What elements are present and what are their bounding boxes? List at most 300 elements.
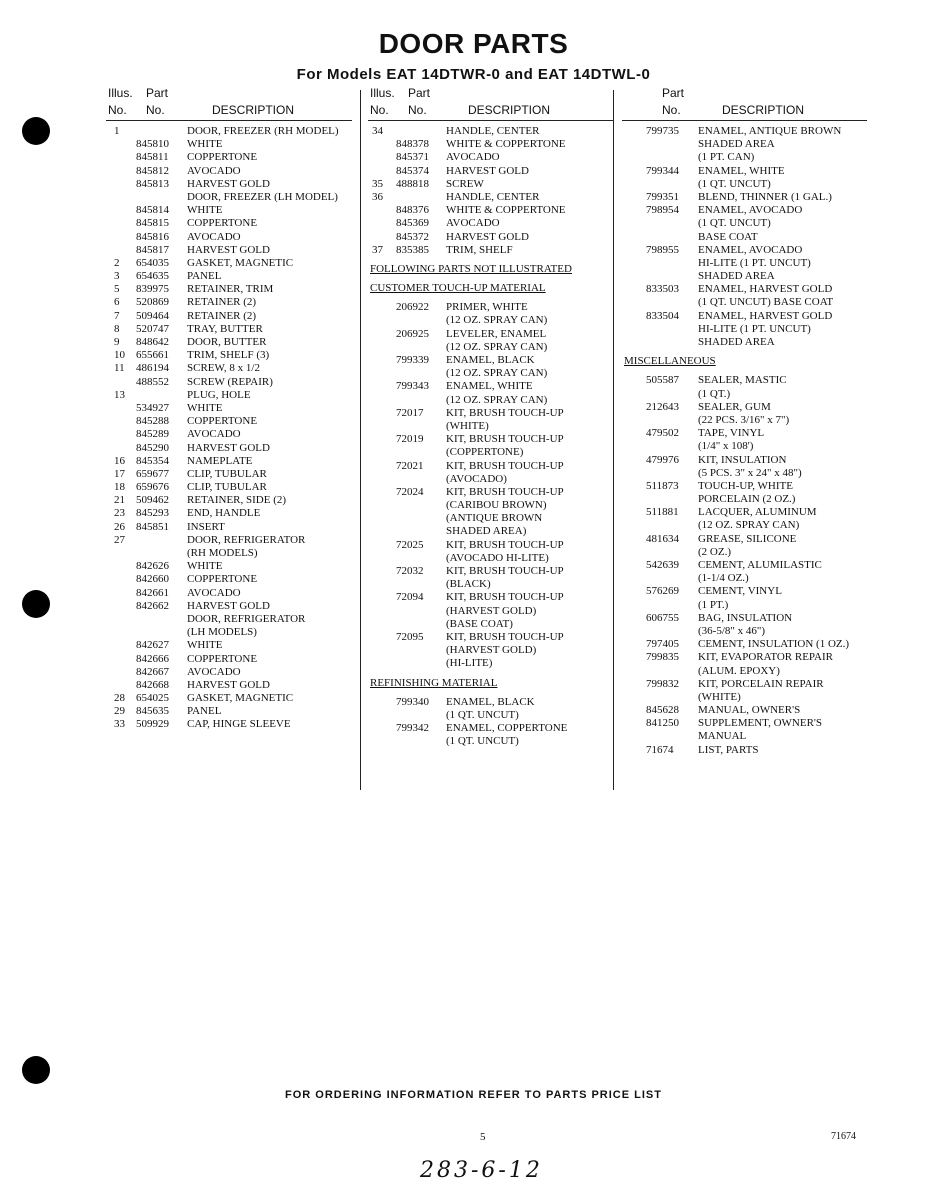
part-row [106, 283, 352, 296]
part-number: 845811 [136, 151, 169, 164]
part-row [106, 296, 352, 309]
part-row [106, 718, 352, 731]
part-description: (WHITE) [446, 419, 489, 432]
part-description: MANUAL, OWNER'S [698, 704, 801, 717]
parts-list [368, 121, 614, 748]
part-description: AVOCADO [187, 164, 241, 177]
part-description: (1-1/4 OZ.) [698, 572, 749, 585]
part-row [622, 612, 867, 625]
part-number: 842668 [136, 678, 169, 691]
part-description: (1 QT. UNCUT) [698, 217, 771, 230]
part-description: PRIMER, WHITE [446, 301, 528, 314]
part-description: (1 PT.) [698, 598, 729, 611]
part-description: KIT, BRUSH TOUCH-UP [446, 630, 564, 643]
part-number: 845812 [136, 164, 169, 177]
part-row [622, 585, 867, 598]
part-row [106, 679, 352, 692]
part-row [622, 401, 867, 414]
binder-hole-top [22, 117, 50, 145]
column-header [368, 84, 614, 121]
column-header [622, 84, 867, 121]
part-number: 212643 [646, 400, 679, 413]
handwritten-note: 283-6-12 [420, 1158, 543, 1183]
illus-number: 33 [114, 718, 125, 731]
part-number: 841250 [646, 717, 679, 730]
part-number: 833504 [646, 309, 679, 322]
part-row [622, 151, 867, 164]
header-part-no: No. [146, 103, 165, 117]
header-part-no: No. [662, 103, 681, 117]
part-number: 842662 [136, 599, 169, 612]
part-number: 655661 [136, 349, 169, 362]
part-number: 72019 [396, 433, 424, 446]
part-description: (COPPERTONE) [446, 446, 524, 459]
part-number: 659677 [136, 467, 169, 480]
part-row [622, 717, 867, 730]
part-row [368, 151, 614, 164]
illus-number: 7 [114, 309, 120, 322]
part-row [106, 349, 352, 362]
part-description: RETAINER, TRIM [187, 283, 274, 296]
part-row [622, 191, 867, 204]
part-description: (36-5/8" x 46") [698, 624, 766, 637]
part-number: 845293 [136, 507, 169, 520]
part-description: (HARVEST GOLD) [446, 604, 537, 617]
header-part: Part [146, 86, 169, 100]
part-row [622, 730, 867, 743]
part-number: 845810 [136, 138, 169, 151]
part-row [622, 665, 867, 678]
part-row [368, 244, 614, 257]
part-row [106, 231, 352, 244]
part-number: 845372 [396, 230, 429, 243]
part-description: (BASE COAT) [446, 617, 513, 630]
part-description: HI-LITE (1 PT. UNCUT) [698, 256, 811, 269]
illus-number: 34 [372, 125, 383, 137]
part-description: (LH MODELS) [187, 626, 257, 639]
part-row [622, 691, 867, 704]
part-description: WHITE [187, 401, 223, 414]
part-row [368, 644, 614, 657]
parts-column-1 [106, 84, 352, 732]
part-row [622, 231, 867, 244]
part-description: HARVEST GOLD [187, 678, 270, 691]
part-row [368, 420, 614, 433]
section-heading-text: CUSTOMER TOUCH-UP MATERIAL [370, 282, 546, 295]
part-number: 845815 [136, 217, 169, 230]
part-row [106, 639, 352, 652]
part-row [106, 653, 352, 666]
part-number: 206922 [396, 301, 429, 314]
header-description: DESCRIPTION [212, 103, 295, 117]
part-description: SEALER, MASTIC [698, 374, 787, 387]
illus-number: 27 [114, 533, 125, 546]
part-row [622, 533, 867, 546]
illus-number: 28 [114, 692, 125, 705]
part-description: COPPERTONE [187, 151, 258, 164]
part-description: PANEL [187, 270, 222, 283]
part-description: (AVOCADO) [446, 472, 507, 485]
part-number: 542639 [646, 559, 679, 571]
part-description: LEVELER, ENAMEL [446, 327, 547, 340]
part-description: (12 OZ. SPRAY CAN) [446, 340, 548, 353]
part-description: ENAMEL, WHITE [446, 380, 533, 393]
part-description: DOOR, REFRIGERATOR [187, 612, 306, 625]
part-description: HI-LITE (1 PT. UNCUT) [698, 322, 811, 335]
part-description: SEALER, GUM [698, 400, 771, 413]
part-row [106, 534, 352, 547]
part-number: 845813 [136, 177, 169, 190]
part-description: (22 PCS. 3/16" x 7") [698, 413, 790, 426]
part-row [368, 512, 614, 525]
part-description: WHITE [187, 560, 223, 573]
part-number: 799344 [646, 164, 679, 177]
part-row [106, 587, 352, 600]
part-description: SCREW [446, 177, 484, 190]
part-number: 72017 [396, 406, 424, 419]
part-row [106, 244, 352, 257]
part-description: HARVEST GOLD [187, 243, 270, 256]
part-row [106, 666, 352, 679]
ordering-footer: FOR ORDERING INFORMATION REFER TO PARTS PRICE LIST [285, 1089, 662, 1101]
part-row [106, 270, 352, 283]
part-number: 576269 [646, 585, 679, 598]
part-number: 798954 [646, 204, 679, 217]
part-row [106, 204, 352, 217]
part-description: INSERT [187, 520, 225, 533]
part-number: 845290 [136, 441, 169, 454]
part-description: PANEL [187, 705, 222, 718]
part-description: KIT, EVAPORATOR REPAIR [698, 651, 833, 664]
part-description: CAP, HINGE SLEEVE [187, 718, 291, 731]
part-number: 799339 [396, 354, 429, 366]
part-number: 842667 [136, 665, 169, 678]
part-row [106, 455, 352, 468]
part-description: (12 OZ. SPRAY CAN) [446, 393, 548, 406]
part-row [622, 244, 867, 257]
part-row [368, 125, 614, 138]
part-number: 72025 [396, 538, 424, 551]
part-row [622, 427, 867, 440]
part-description: (12 OZ. SPRAY CAN) [446, 314, 548, 327]
part-number: 486194 [136, 362, 169, 375]
parts-list [622, 121, 867, 757]
illus-number: 26 [114, 520, 125, 533]
part-description: KIT, BRUSH TOUCH-UP [446, 538, 564, 551]
part-row [368, 341, 614, 354]
part-row [368, 165, 614, 178]
part-description: WHITE [187, 639, 223, 652]
part-number: 835385 [396, 243, 429, 256]
part-number: 845816 [136, 230, 169, 243]
part-description: (12 OZ. SPRAY CAN) [698, 519, 800, 532]
part-row [622, 599, 867, 612]
part-row [368, 657, 614, 670]
part-row [368, 138, 614, 151]
header-part-no: No. [408, 103, 427, 117]
part-row [368, 605, 614, 618]
part-number: 511881 [646, 506, 679, 519]
part-description: (WHITE) [698, 690, 741, 703]
part-row [368, 696, 614, 709]
part-description: BASE COAT [698, 230, 758, 243]
part-description: BAG, INSULATION [698, 611, 793, 624]
binder-hole-bottom [22, 1056, 50, 1084]
part-description: SUPPLEMENT, OWNER'S [698, 717, 823, 730]
part-row [622, 165, 867, 178]
part-row [622, 374, 867, 387]
part-description: CEMENT, ALUMILASTIC [698, 559, 822, 571]
part-row [622, 440, 867, 453]
illus-number: 11 [114, 362, 125, 375]
illus-number: 1 [114, 125, 120, 137]
part-number: 479502 [646, 427, 679, 440]
part-row [368, 735, 614, 748]
part-description: COPPERTONE [187, 573, 258, 586]
part-description: HARVEST GOLD [446, 164, 529, 177]
part-row [106, 402, 352, 415]
section-heading [368, 263, 614, 276]
part-row [622, 138, 867, 151]
section-heading-text: REFINISHING MATERIAL [370, 676, 498, 689]
part-number: 520747 [136, 322, 169, 335]
part-row [106, 521, 352, 534]
part-number: 797405 [646, 638, 679, 651]
part-row [368, 328, 614, 341]
part-number: 848642 [136, 336, 169, 348]
part-description: SHADED AREA [698, 138, 775, 151]
part-number: 845851 [136, 520, 169, 533]
part-row [106, 165, 352, 178]
part-row [622, 480, 867, 493]
part-description: (1/4" x 108') [698, 440, 754, 453]
section-heading-text: FOLLOWING PARTS NOT ILLUSTRATED [370, 262, 572, 275]
part-number: 206925 [396, 327, 429, 340]
part-number: 799343 [396, 380, 429, 393]
header-description: DESCRIPTION [722, 103, 805, 117]
part-number: 842627 [136, 639, 169, 652]
part-description: COPPERTONE [187, 217, 258, 230]
header-illus-no: No. [370, 103, 389, 117]
part-number: 799351 [646, 190, 679, 203]
part-description: (HI-LITE) [446, 657, 493, 670]
part-number: 71674 [646, 743, 674, 756]
part-description: KIT, BRUSH TOUCH-UP [446, 433, 564, 446]
part-number: 799832 [646, 677, 679, 690]
part-number: 839975 [136, 283, 169, 296]
illus-number: 10 [114, 349, 125, 362]
part-description: ENAMEL, WHITE [698, 164, 785, 177]
document-number: 71674 [831, 1131, 856, 1142]
part-description: (1 PT. CAN) [698, 151, 755, 164]
part-row [106, 376, 352, 389]
part-description: SCREW, 8 x 1/2 [187, 362, 260, 375]
part-description: AVOCADO [187, 428, 241, 441]
part-row [622, 744, 867, 757]
part-description: CLIP, TUBULAR [187, 467, 267, 480]
part-description: TRIM, SHELF [446, 243, 513, 256]
part-description: (1 QT. UNCUT) [698, 177, 771, 190]
part-description: HANDLE, CENTER [446, 190, 540, 203]
part-row [622, 493, 867, 506]
part-description: ENAMEL, COPPERTONE [446, 722, 568, 735]
part-row [622, 519, 867, 532]
part-row [106, 415, 352, 428]
part-description: COPPERTONE [187, 652, 258, 665]
illus-number: 6 [114, 296, 120, 309]
part-number: 845369 [396, 217, 429, 230]
part-row [106, 692, 352, 705]
part-row [622, 546, 867, 559]
part-number: 72021 [396, 459, 424, 472]
part-description: AVOCADO [187, 586, 241, 599]
parts-list [106, 121, 352, 732]
part-description: KIT, BRUSH TOUCH-UP [446, 485, 564, 498]
part-row [368, 301, 614, 314]
part-description: HARVEST GOLD [446, 230, 529, 243]
part-row [106, 547, 352, 560]
part-row [622, 257, 867, 270]
part-description: HARVEST GOLD [187, 177, 270, 190]
part-row [622, 323, 867, 336]
part-row [622, 336, 867, 349]
part-row [368, 591, 614, 604]
part-description: ENAMEL, BLACK [446, 354, 535, 366]
part-number: 845635 [136, 705, 169, 718]
illus-number: 29 [114, 705, 125, 718]
part-number: 845628 [646, 704, 679, 717]
part-description: (BLACK) [446, 578, 491, 591]
illus-number: 17 [114, 467, 125, 480]
part-description: GASKET, MAGNETIC [187, 692, 294, 705]
part-number: 659676 [136, 481, 169, 494]
section-heading-text: MISCELLANEOUS [624, 355, 716, 368]
part-row [368, 446, 614, 459]
part-description: AVOCADO [446, 217, 500, 230]
part-number: 488552 [136, 375, 169, 388]
part-description: (ANTIQUE BROWN [446, 512, 543, 525]
illus-number: 37 [372, 243, 383, 256]
part-row [368, 525, 614, 538]
part-row [106, 217, 352, 230]
column-header [106, 84, 352, 121]
part-description: WHITE [187, 138, 223, 151]
part-row [622, 559, 867, 572]
part-number: 520869 [136, 296, 169, 309]
part-number: 842666 [136, 652, 169, 665]
illus-number: 8 [114, 322, 120, 335]
part-row [106, 362, 352, 375]
part-number: 511873 [646, 479, 679, 492]
part-description: ENAMEL, BLACK [446, 695, 535, 708]
part-row [622, 310, 867, 323]
column-divider [360, 90, 361, 790]
part-description: AVOCADO [187, 665, 241, 678]
section-heading [368, 677, 614, 690]
part-row [622, 506, 867, 519]
part-description: LACQUER, ALUMINUM [698, 506, 817, 519]
part-description: (ALUM. EPOXY) [698, 664, 780, 677]
part-description: HARVEST GOLD [187, 441, 270, 454]
part-row [106, 257, 352, 270]
part-row [106, 481, 352, 494]
part-description: LIST, PARTS [698, 743, 759, 756]
part-number: 845374 [396, 164, 429, 177]
part-description: SHADED AREA [698, 336, 775, 348]
part-row [622, 625, 867, 638]
part-description: RETAINER (2) [187, 296, 257, 309]
part-description: TOUCH-UP, WHITE [698, 479, 793, 492]
part-description: (2 OZ.) [698, 545, 731, 558]
part-row [368, 204, 614, 217]
part-description: COPPERTONE [187, 415, 258, 428]
part-row [368, 433, 614, 446]
part-description: KIT, BRUSH TOUCH-UP [446, 565, 564, 577]
part-number: 72032 [396, 565, 424, 577]
part-row [622, 125, 867, 138]
part-description: RETAINER (2) [187, 309, 257, 322]
part-row [622, 178, 867, 191]
part-description: SHADED AREA) [446, 525, 527, 538]
part-row [106, 507, 352, 520]
part-row [106, 125, 352, 138]
part-number: 799340 [396, 695, 429, 708]
part-number: 488818 [396, 177, 429, 190]
part-row [622, 572, 867, 585]
part-description: ENAMEL, ANTIQUE BROWN [698, 125, 842, 137]
part-description: (HARVEST GOLD) [446, 644, 537, 657]
part-description: MANUAL [698, 730, 747, 743]
part-number: 654025 [136, 692, 169, 705]
column-divider [613, 90, 614, 790]
part-row [622, 270, 867, 283]
part-description: ENAMEL, AVOCADO [698, 243, 803, 256]
part-row [106, 138, 352, 151]
part-row [622, 388, 867, 401]
part-row [622, 296, 867, 309]
part-description: GASKET, MAGNETIC [187, 256, 294, 269]
part-row [622, 638, 867, 651]
illus-number: 18 [114, 481, 125, 494]
part-number: 479976 [646, 453, 679, 466]
header-illus-no: No. [108, 103, 127, 117]
part-number: 848378 [396, 138, 429, 151]
illus-number: 16 [114, 454, 125, 467]
page-subtitle: For Models EAT 14DTWR-0 and EAT 14DTWL-0 [296, 66, 651, 83]
page-title: DOOR PARTS [378, 28, 569, 59]
part-number: 845289 [136, 428, 169, 441]
part-number: 509464 [136, 309, 169, 322]
part-row [106, 191, 352, 204]
part-row [368, 367, 614, 380]
part-description: PORCELAIN (2 OZ.) [698, 493, 796, 506]
part-number: 842660 [136, 573, 169, 586]
part-row [368, 394, 614, 407]
part-row [368, 486, 614, 499]
part-description: DOOR, FREEZER (RH MODEL) [187, 125, 339, 137]
part-row [106, 560, 352, 573]
part-number: 842626 [136, 560, 169, 573]
section-heading [368, 282, 614, 295]
part-description: RETAINER, SIDE (2) [187, 494, 287, 507]
part-number: 72024 [396, 485, 424, 498]
part-description: DOOR, BUTTER [187, 336, 267, 348]
part-row [368, 231, 614, 244]
part-row [368, 460, 614, 473]
part-description: DOOR, FREEZER (LH MODEL) [187, 190, 338, 203]
part-description: TAPE, VINYL [698, 427, 765, 440]
part-description: CEMENT, INSULATION (1 OZ.) [698, 638, 850, 651]
